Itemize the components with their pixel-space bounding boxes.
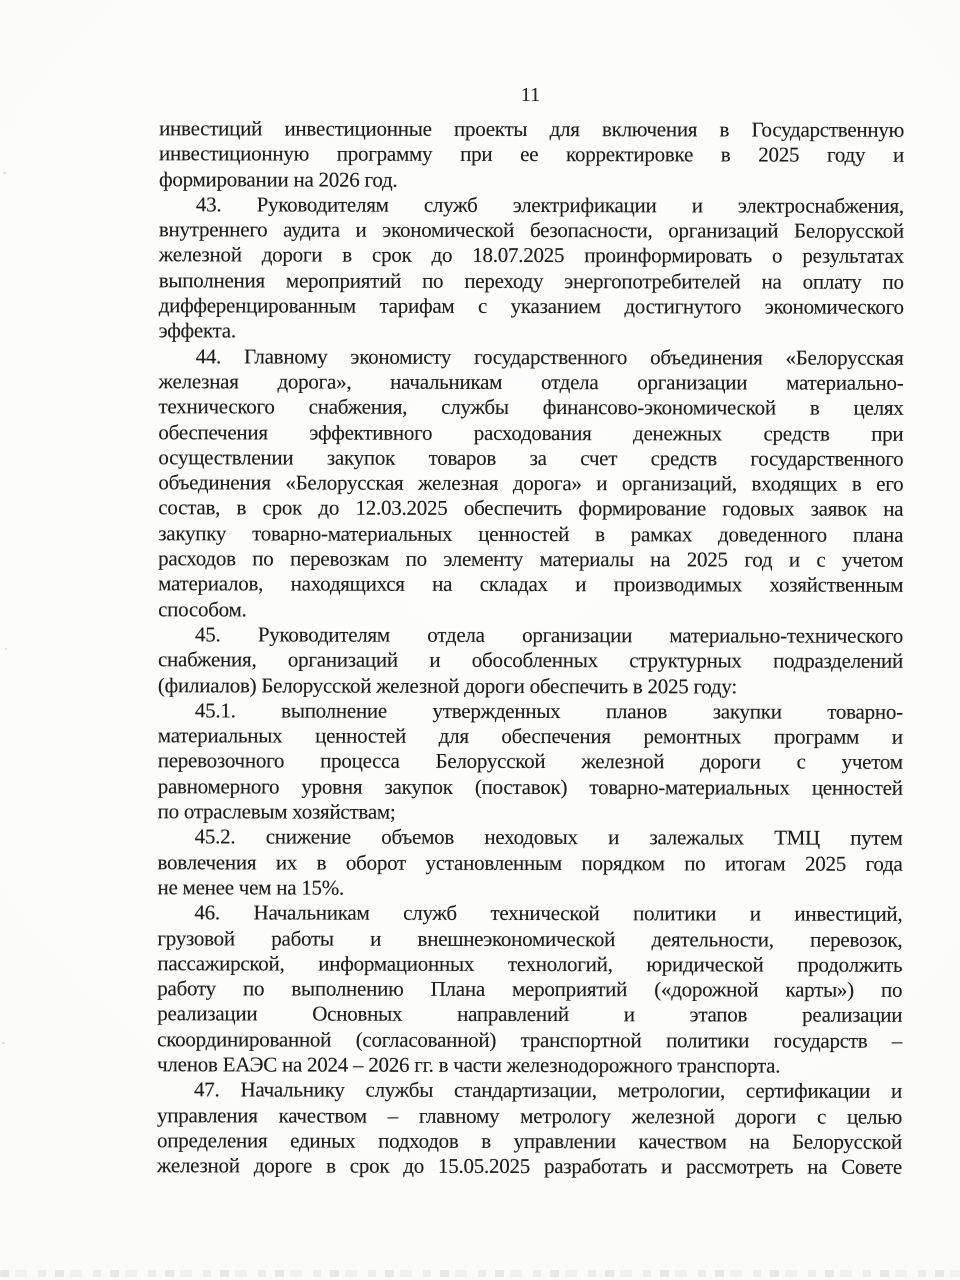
scan-speck [2,1042,5,1044]
text-line: железная дорога», начальникам отдела организации материально- [158,369,904,395]
text-line: 45.1. выполнение утвержденных планов закупки товарно- [194,698,903,724]
text-line: 46. Начальникам служб технической политики и инвестиций, [194,900,903,926]
text-line: 47. Начальнику службы стандартизации, метрологии, сертификации и [194,1077,903,1104]
text-line: 43. Руководителям служб электрификации и электроснабжения, [195,192,904,218]
text-line: по отраслевым хозяйствам; [157,799,396,824]
text-line: дифференцированным тарифам с указанием достигнутого экономического [158,293,904,319]
text-line: равномерного уровня закупок (поставок) товарно-материальных ценностей [157,773,903,800]
text-line: инвестиций инвестиционные проекты для включения в Государственную [159,116,905,142]
page-number: 11 [520,84,541,106]
text-line: железной дороге в срок до 15.05.2025 разработать и рассмотреть на Совете [156,1153,902,1179]
text-line: формировании на 2026 год. [158,166,398,192]
paragraph-item-45 [158,622,903,699]
text-line: объединения «Белорусская железная дорога» и организаций, входящих в его [158,470,904,496]
text-line: способом. [158,596,247,622]
text-line: снабжения, организаций и обособленных структурных подразделений [157,647,903,674]
text-line: закупку товарно-материальных ценностей в рамках доведенного плана [158,520,904,547]
paragraph-item-45-2 [157,825,902,902]
text-line: реализации Основных направлений и этапов реализации [157,1001,903,1028]
text-line: перевозочного процесса Белорусской железной дороги с учетом [157,748,903,775]
text-line: вовлечения их в оборот установленным порядком по итогам 2025 года [157,849,903,876]
text-line: 45. Руководителям отдела организации материально-технического [195,622,904,648]
scan-speck [3,172,6,174]
text-line: материалов, находящихся на складах и производимых хозяйственным [158,571,904,598]
scan-noise-strip [0,1270,960,1277]
text-line: грузовой работы и внешнеэкономической деятельности, перевозок, [157,925,903,952]
text-line: материальных ценностей для обеспечения ремонтных программ и [157,723,903,749]
paragraph-item-45-1 [158,698,903,826]
text-line: состав, в срок до 12.03.2025 обеспечить формирование годовых заявок на [158,495,904,522]
text-line: обеспечения эффективного расходования денежных средств при [158,419,904,446]
text-line: инвестиционную программу при ее корректировке в 2025 году и [159,141,905,168]
text-line: членов ЕАЭС на 2024 – 2026 гг. в части железнодорожного транспорта. [157,1052,781,1078]
text-line: определения единых подходов в управлении качеством на Белорусской [156,1128,902,1154]
scan-speck [292,356,294,358]
text-line: (филиалов) Белорусской железной дороги обеспечить в 2025 году: [157,672,737,698]
text-line: выполнения мероприятий по переходу энергопотребителей на оплату по [158,268,904,294]
text-line: управления качеством – главному метрологу железной дороги с целью [156,1102,903,1129]
text-line: осуществлении закупок товаров за счет средств государственного [158,445,904,471]
text-line: 44. Главному экономисту государственного объединения «Белорусская [195,343,904,370]
text-line: эффекта. [158,318,236,343]
scan-speck [5,648,7,650]
paragraph-item-44 [158,344,904,624]
text-line: внутреннего аудита и экономической безопасности, организаций Белорусской [158,217,904,243]
text-line: железной дороги в срок до 18.07.2025 проинформировать о результатах [158,242,904,269]
text-line: пассажирской, информационных технологий, юридической продолжить [157,951,903,977]
text-line: 45.2. снижение объемов неходовых и залежалых ТМЦ путем [194,824,903,851]
paragraph-item-46 [157,900,902,1079]
paragraph-continuation [159,116,904,193]
text-line: технического снабжения, службы финансово-экономической в целях [158,394,904,421]
document-body [157,116,904,1180]
text-line: не менее чем на 15%. [157,875,345,900]
paragraph-item-47 [157,1078,902,1181]
paragraph-item-43 [159,192,904,345]
text-line: работу по выполнению Плана мероприятий («дорожной карты») по [157,976,903,1002]
text-line: скоординированной (согласованной) транспортной политики государств – [157,1026,903,1053]
text-line: расходов по перевозкам по элементу материалы на 2025 год и с учетом [158,546,904,572]
